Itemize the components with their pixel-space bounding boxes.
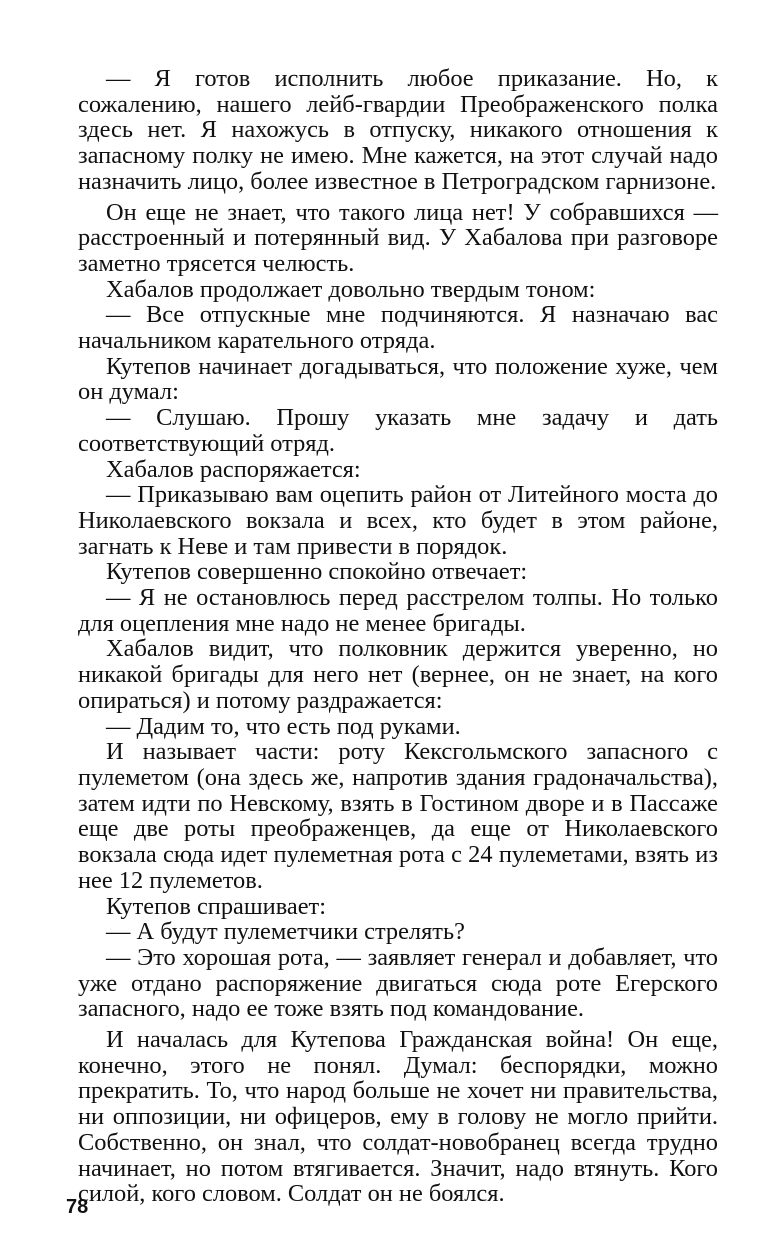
paragraph: И называет части: роту Кексгольмского запасного с пулеметом (она здесь же, напротив здания градоначальства), затем идти по Невскому, взять в Гостином дворе и в Пассаже еще две роты преображенцев, да еще от Николаевского вокзала сюда идет пулеметная рота с 24 пулеметами, взять из нее 12 пулеметов. [78,738,718,894]
paragraph: Хабалов видит, что полковник держится уверенно, но никакой бригады для него нет (вернее, он не знает, на кого опираться) и потому раздражается: [78,635,718,714]
paragraph: — Слушаю. Прошу указать мне задачу и дать соответствующий отряд. [78,404,718,457]
paragraph: — Дадим то, что есть под руками. [106,712,461,740]
paragraph: Кутепов совершенно спокойно отвечает: [106,558,528,586]
paragraph: Он еще не знает, что такого лица нет! У собравшихся — расстроенный и потерянный вид. У Хабалова при разговоре заметно трясется челюсть. [78,198,718,277]
paragraph: — Это хорошая рота, — заявляет генерал и добавляет, что уже отдано распоряжение двигаться сюда роте Егерского запасного, надо ее тоже взять под командование. [78,943,718,1023]
page-number: 78 [66,1196,89,1218]
paragraph: И началась для Кутепова Гражданская война! Он еще, конечно, этого не понял. Думал: беспорядки, можно прекратить. То, что народ больше не хочет ни правительства, ни оппозиции, ни офицеров, ему в голову не могло прийти. Собственно, он знал, что солдат-новобранец всегда трудно начинает, но потом втягивается. Значит, надо втянуть. Кого силой, кого словом. Солдат он не боялся. [78,1026,718,1208]
paragraph: — Я готов исполнить любое приказание. Но, к сожалению, нашего лейб-гвардии Преображенского полка здесь нет. Я нахожусь в отпуску, никакого отношения к запасному полку не имею. Мне кажется, на этот случай надо назначить лицо, более известное в Петроградском гарнизоне. [78,65,718,195]
paragraph: — Все отпускные мне подчиняются. Я назначаю вас начальником карательного отряда. [78,301,718,355]
paragraph: Хабалов распоряжается: [106,455,361,483]
paragraph: — А будут пулеметчики стрелять? [106,918,465,946]
paragraph: — Я не остановлюсь перед расстрелом толпы. Но только для оцепления мне надо не менее бригады. [78,584,718,637]
paragraph: — Приказываю вам оцепить район от Литейного моста до Николаевского вокзала и всех, кто будет в этом районе, загнать к Неве и там привести в порядок. [78,481,718,560]
paragraph: Кутепов начинает догадываться, что положение хуже, чем он думал: [78,352,718,406]
paragraph: Кутепов спрашивает: [106,892,326,920]
paragraph: Хабалов продолжает довольно твердым тоном: [106,275,596,303]
body-text [78,66,718,1207]
